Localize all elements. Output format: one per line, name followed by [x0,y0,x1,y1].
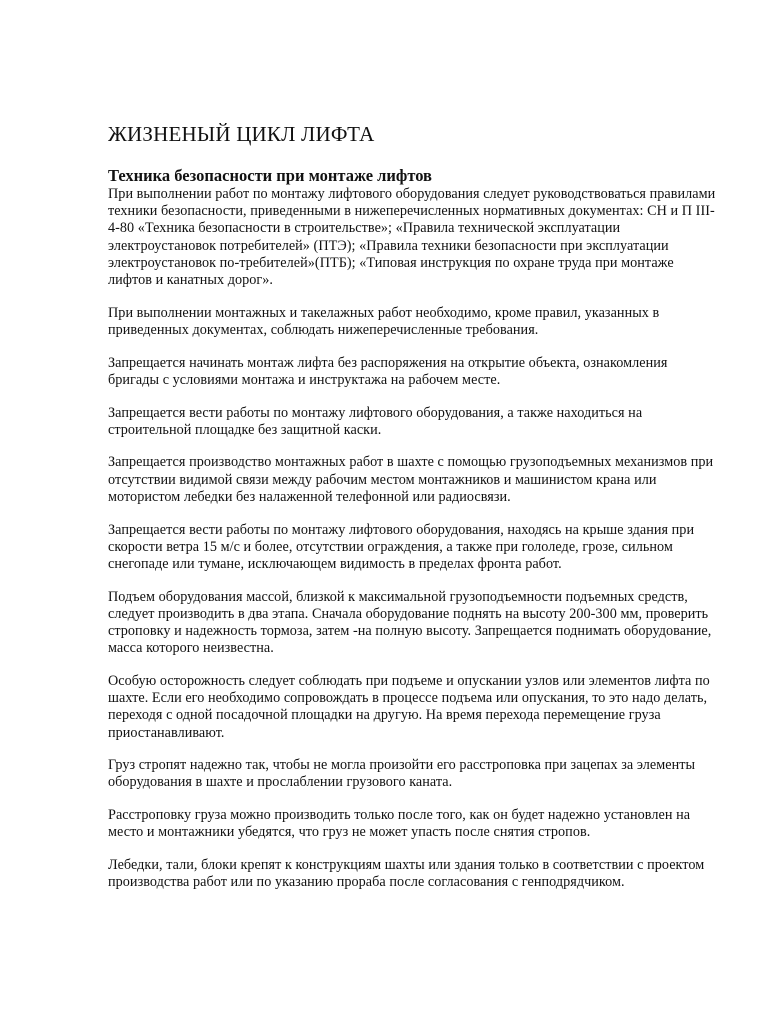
paragraph-shaft-movement: Особую осторожность следует соблюдать при подъеме и опускании узлов или элементов лифта по шахте. Если его необходимо сопровождать в процессе подъема или опускания, то это надо делать, переходя с одной посадочной площадки на другую. На время перехода перемещение груза приостанавливают. [108,672,710,741]
paragraph-helmet: Запрещается вести работы по монтажу лифтового оборудования, а также находиться на строительной площадке без защитной каски. [108,404,643,438]
paragraph-weather: Запрещается вести работы по монтажу лифтового оборудования, находясь на крыше здания при скорости ветра 15 м/с и более, отсутствии ограждения, а также при гололеде, грозе, сильном снегопаде или тумане, исключающем видимость в пределах фронта работ. [108,521,695,572]
paragraph-lifting-stages: Подъем оборудования массой, близкой к максимальной грузоподъемности подъемных средств, следует производить в два этапа. Сначала оборудование поднять на высоту 200-300 мм, проверить строповку и надежность тормоза, затем -на полную высоту. Запрещается поднимать оборудование, масса которого неизвестна. [108,588,712,657]
paragraph-requirements-intro: При выполнении монтажных и такелажных работ необходимо, кроме правил, указанных в приведенных документах, соблюдать нижеперечисленные требования. [108,304,660,338]
paragraph-regulations: При выполнении работ по монтажу лифтового оборудования следует руководствоваться правилами техники безопасности, приведенными в нижеперечисленных нормативных документах: СН и П III-4-80 «Техника безопасности в строительстве»; «Правила технической эксплуатации электроустановок потребителей» (ПТЭ); «Правила техники безопасности при эксплуатации электроустановок по-требителей»(ПТБ); «Типовая инструкция по охране труда при монтаже лифтов и канатных дорог». [108,186,716,289]
paragraph-start-permission: Запрещается начинать монтаж лифта без распоряжения на открытие объекта, ознакомления бригады с условиями монтажа и инструктажа на рабочем месте. [108,354,668,388]
section-heading: Техника безопасности при монтаже лифтов [108,166,432,185]
paragraph-hoists: Лебедки, тали, блоки крепят к конструкциям шахты или здания только в соответствии с проектом производства работ или по указанию прораба после согласования с генподрядчиком. [108,857,705,891]
document-title: ЖИЗНЕНЫЙ ЦИКЛ ЛИФТА [108,122,375,146]
paragraph-slinging: Груз стропят надежно так, чтобы не могла произойти его расстроповка при зацепах за элементы оборудования в шахте и прослаблении грузового каната. [108,757,696,791]
paragraph-communication: Запрещается производство монтажных работ в шахте с помощью грузоподъемных механизмов при отсутствии видимой связи между рабочим местом монтажников и машинистом крана или мотористом лебедки без налаженной телефонной или радиосвязи. [108,454,714,505]
paragraph-unslinging: Расстроповку груза можно производить только после того, как он будет надежно установлен на место и монтажники убедятся, что груз не может упасть после снятия стропов. [108,807,691,841]
